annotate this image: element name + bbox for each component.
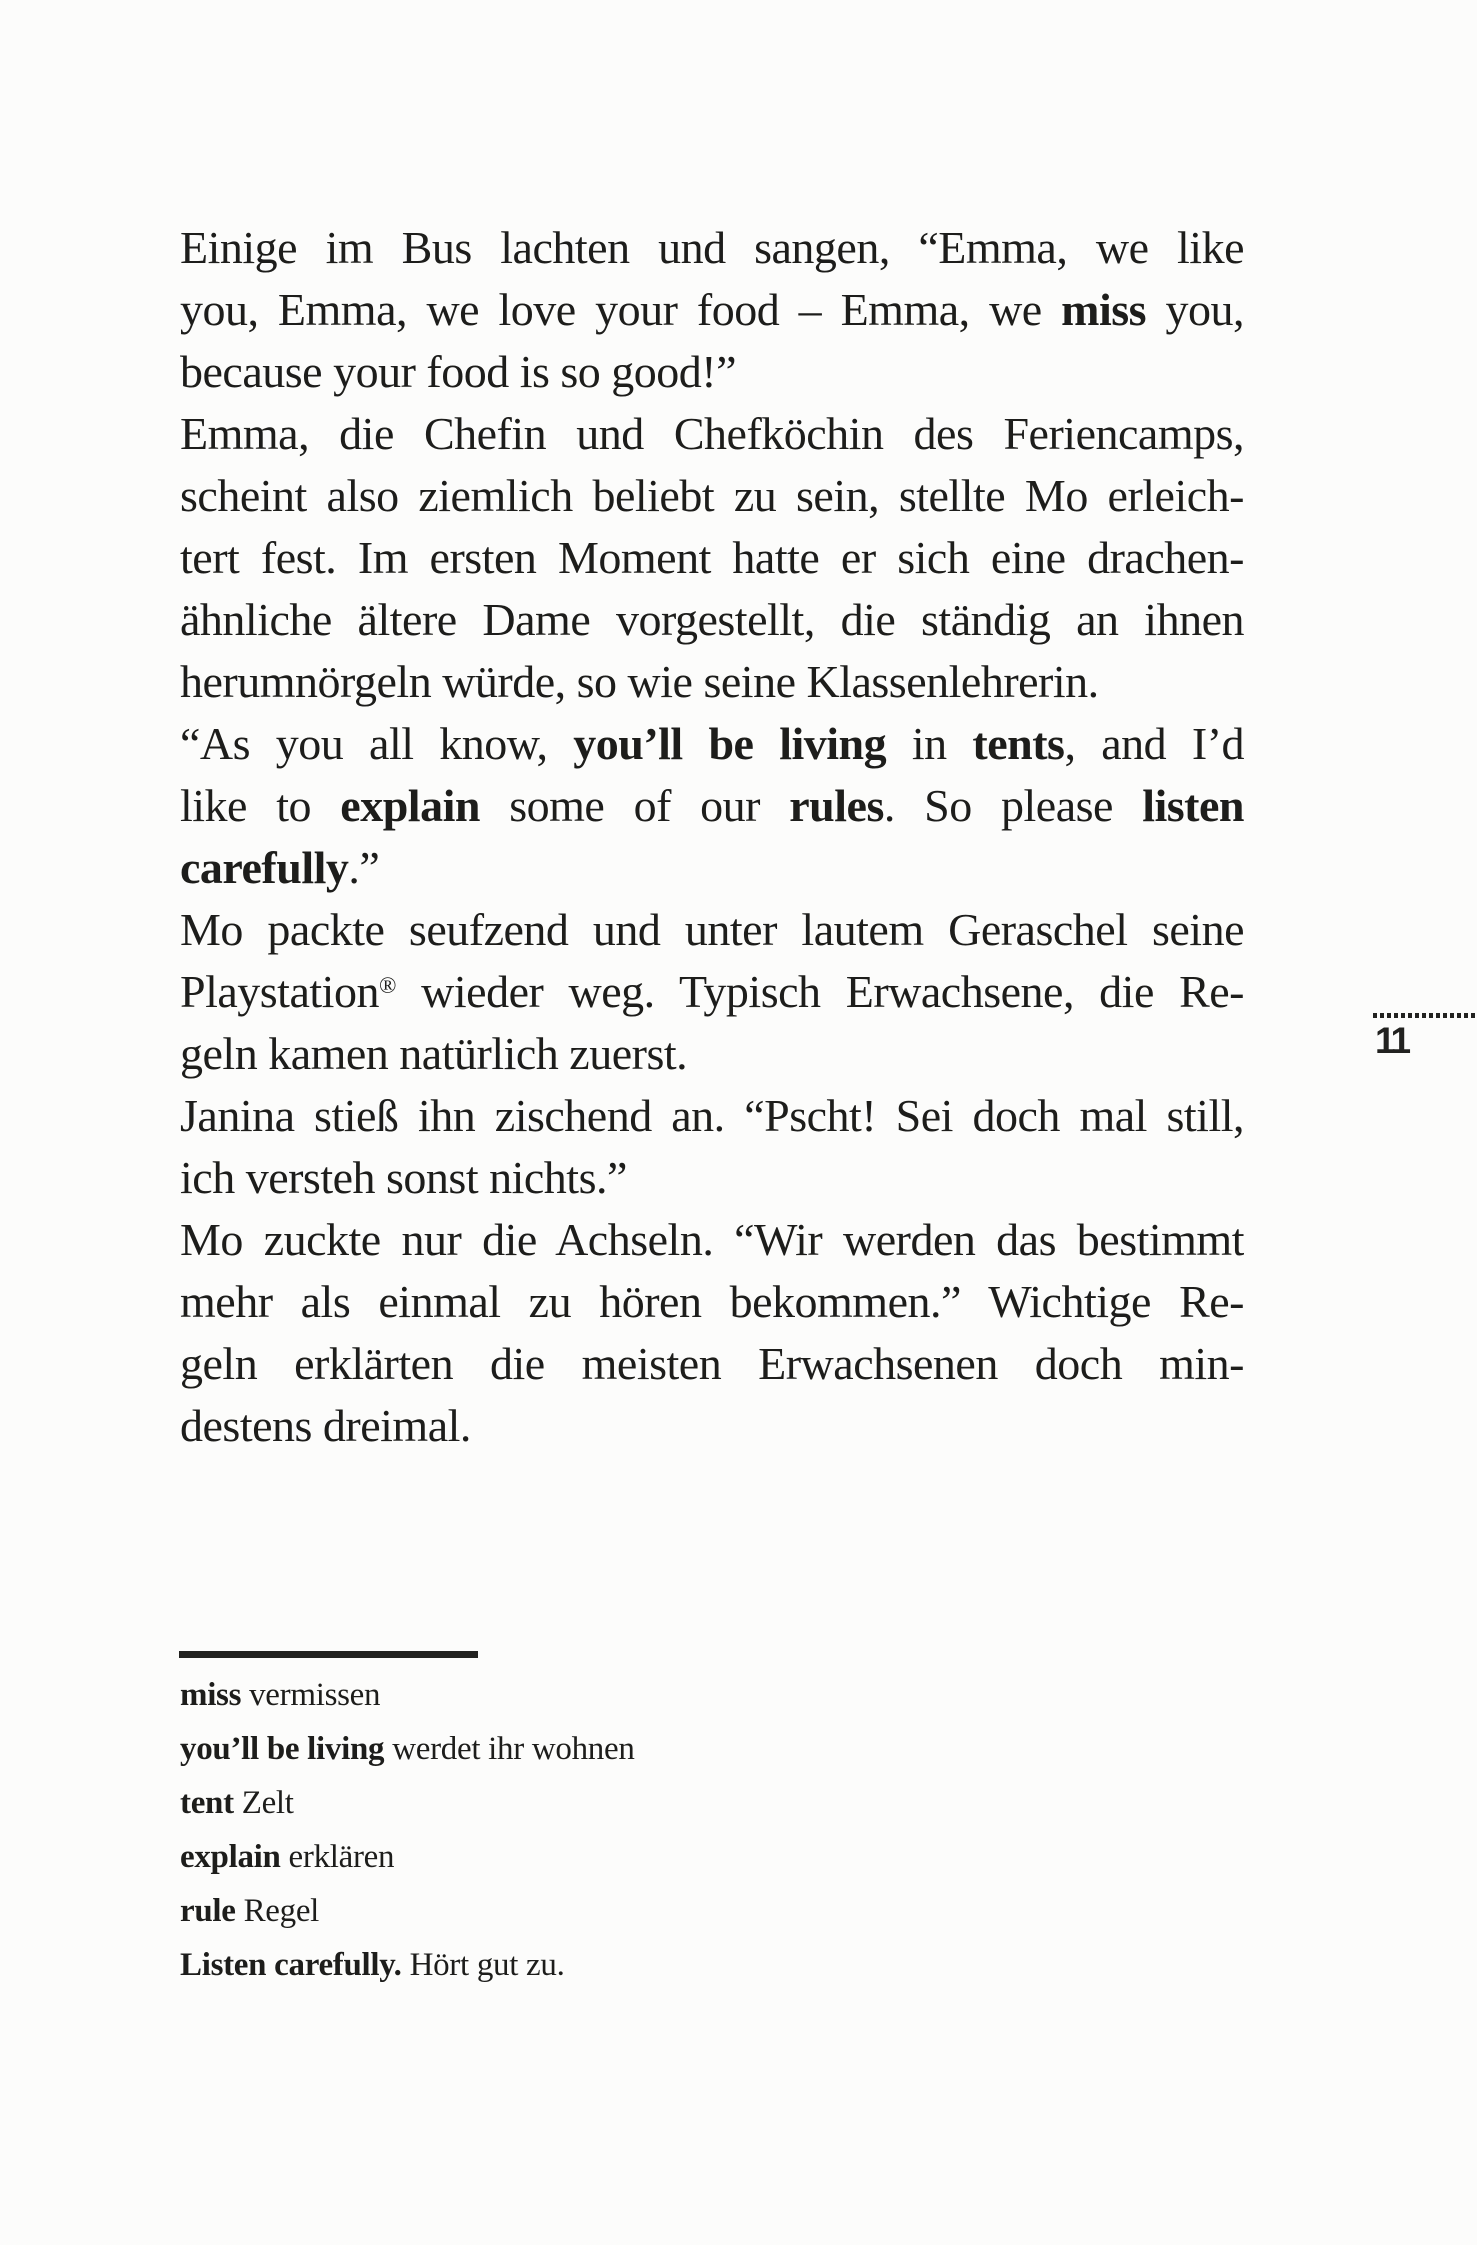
text-segment: Einige im Bus lachten und sangen, “Emma, we like: [180, 222, 1244, 273]
body-line: [180, 1085, 1244, 1147]
body-line: [180, 403, 1244, 465]
text-segment: like to: [180, 780, 341, 831]
glossary-definition: vermissen: [241, 1677, 381, 1713]
story-text: [180, 217, 1244, 1457]
text-segment: tert fest. Im ersten Moment hatte er sich eine drachen-: [180, 532, 1244, 583]
text-segment: ich versteh sonst nichts.”: [180, 1152, 627, 1203]
page-number-marker: [1373, 1013, 1477, 1059]
body-line: [180, 1333, 1244, 1395]
body-line: [180, 1395, 1244, 1457]
text-segment: wieder weg. Typisch Erwachsene, die Re-: [395, 966, 1244, 1017]
body-line: [180, 899, 1244, 961]
text-segment: you,: [1146, 284, 1244, 335]
body-line: [180, 341, 1244, 403]
body-line: [180, 1147, 1244, 1209]
text-segment: you, Emma, we love your food – Emma, we: [180, 284, 1062, 335]
text-segment: geln kamen natürlich zuerst.: [180, 1028, 688, 1079]
body-line: [180, 961, 1244, 1023]
glossary-definition: werdet ihr wohnen: [384, 1731, 635, 1767]
text-segment: Emma, die Chefin und Chefköchin des Feriencamps,: [180, 408, 1244, 459]
body-line: [180, 1023, 1244, 1085]
bold-text-segment: miss: [1061, 284, 1147, 335]
glossary-entry: [180, 1668, 1280, 1722]
glossary-definition: Regel: [235, 1893, 320, 1929]
text-segment: . So please: [883, 780, 1143, 831]
text-segment: Mo packte seufzend und unter lautem Geraschel seine: [180, 904, 1244, 955]
glossary-entry: [180, 1884, 1280, 1938]
glossary-term: explain: [180, 1839, 281, 1875]
body-line: [180, 279, 1244, 341]
glossary-definition: Zelt: [233, 1785, 294, 1821]
glossary-entry: [180, 1938, 1280, 1992]
body-line: [180, 651, 1244, 713]
bold-text-segment: rules: [789, 780, 884, 831]
bold-text-segment: explain: [340, 780, 480, 831]
text-segment: ähnliche ältere Dame vorgestellt, die ständig an ihnen: [180, 594, 1244, 645]
glossary-entry: [180, 1722, 1280, 1776]
body-line: [180, 713, 1244, 775]
text-segment: Playstation: [180, 966, 379, 1017]
text-segment: in: [886, 718, 973, 769]
glossary-term: you’ll be living: [180, 1731, 385, 1767]
body-line: [180, 217, 1244, 279]
bold-text-segment: carefully: [180, 842, 349, 893]
text-segment: destens dreimal.: [180, 1400, 471, 1451]
glossary-definition: Hört gut zu.: [401, 1947, 565, 1983]
glossary-term: Listen carefully.: [180, 1947, 402, 1983]
text-segment: mehr als einmal zu hören bekommen.” Wichtige Re-: [180, 1276, 1244, 1327]
text-segment: “As you all know,: [180, 718, 574, 769]
glossary-entry: [180, 1776, 1280, 1830]
text-segment: some of our: [479, 780, 790, 831]
glossary: [180, 1668, 1280, 1992]
body-line: [180, 527, 1244, 589]
glossary-divider: [179, 1651, 478, 1658]
text-segment: herumnörgeln würde, so wie seine Klassenlehrerin.: [180, 656, 1099, 707]
body-line: [180, 837, 1244, 899]
text-segment: because your food is so good!”: [180, 346, 737, 397]
page-number-dotted-line: [1373, 1013, 1477, 1018]
body-line: [180, 465, 1244, 527]
body-line: [180, 589, 1244, 651]
page-number: 11: [1375, 1020, 1409, 1061]
text-segment: .”: [348, 842, 380, 893]
text-segment: , and I’d: [1064, 718, 1244, 769]
text-segment: Janina stieß ihn zischend an. “Pscht! Sei doch mal still,: [180, 1090, 1244, 1141]
glossary-term: tent: [180, 1785, 234, 1821]
registered-trademark-symbol: ®: [378, 973, 396, 999]
text-segment: Mo zuckte nur die Achseln. “Wir werden das bestimmt: [180, 1214, 1244, 1265]
body-line: [180, 775, 1244, 837]
bold-text-segment: listen: [1142, 780, 1244, 831]
bold-text-segment: you’ll be living: [573, 718, 887, 769]
glossary-definition: erklären: [280, 1839, 395, 1875]
body-line: [180, 1271, 1244, 1333]
glossary-term: miss: [180, 1677, 242, 1713]
body-line: [180, 1209, 1244, 1271]
bold-text-segment: tents: [972, 718, 1065, 769]
text-segment: geln erklärten die meisten Erwachsenen doch min-: [180, 1338, 1244, 1389]
text-segment: scheint also ziemlich beliebt zu sein, stellte Mo erleich-: [180, 470, 1244, 521]
glossary-entry: [180, 1830, 1280, 1884]
glossary-term: rule: [180, 1893, 236, 1929]
